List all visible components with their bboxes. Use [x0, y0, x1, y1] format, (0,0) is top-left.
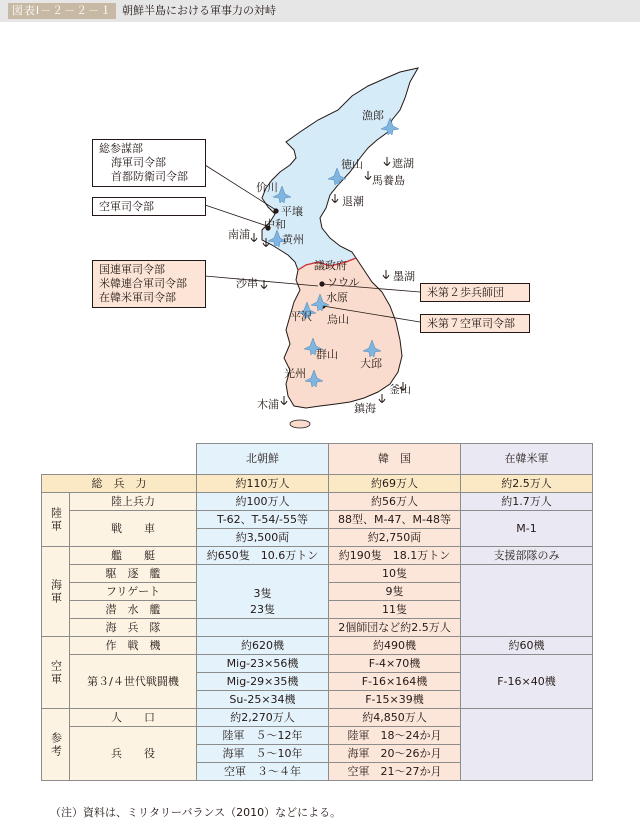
cell-marine-nk — [197, 619, 329, 637]
place-chuwa: 中和 — [264, 218, 286, 231]
cell-gen-us: F-16×40機 — [461, 655, 593, 709]
place-gunzan: 群山 — [316, 348, 338, 361]
place-mabajima: 馬養島 — [372, 174, 405, 187]
place-gyoro: 漁郎 — [362, 109, 384, 122]
cell-tank-sk-1: 88型、M-47、M-48等 — [329, 511, 461, 529]
row-label-ships: 艦 艇 — [70, 547, 197, 565]
cell-gen-nk-3: Su-25×34機 — [197, 691, 329, 709]
cell-tank-us: M-1 — [461, 511, 593, 547]
place-seoul: ソウル — [327, 276, 360, 289]
place-heitaku: 平沢 — [290, 310, 312, 323]
cell-ref-us-empty — [461, 709, 593, 781]
place-senko: 遮湖 — [392, 157, 414, 170]
table-header-row — [42, 444, 593, 475]
box-us-2nd-division-label: 米第２歩兵師団 — [427, 286, 504, 299]
cell-combat-us: 約60機 — [461, 637, 593, 655]
row-label-population: 人 口 — [70, 709, 197, 727]
place-heijo: 平壌 — [281, 205, 303, 218]
box-un-command-line3: 在韓米軍司令部 — [99, 291, 176, 304]
cell-total-us: 約2.5万人 — [461, 475, 593, 493]
col-header-sk: 韓 国 — [329, 444, 461, 475]
header-blank — [42, 444, 197, 475]
box-general-staff-line3: 首都防衛司令部 — [111, 170, 188, 183]
row-label-marine: 海 兵 隊 — [70, 619, 197, 637]
cell-service-sk-1: 陸軍 18～24か月 — [329, 727, 461, 745]
cell-service-nk-1: 陸軍 ５～12年 — [197, 727, 329, 745]
cell-tank-nk-1: T-62、T-54/-55等 — [197, 511, 329, 529]
cell-combat-nk: 約620機 — [197, 637, 329, 655]
category-navy: 海軍 — [42, 547, 70, 637]
col-header-us: 在韓米軍 — [461, 444, 593, 475]
cell-service-nk-3: 空軍 ３～４年 — [197, 763, 329, 781]
col-header-nk: 北朝鮮 — [197, 444, 329, 475]
row-label-generation: 第３/４世代戦闘機 — [70, 655, 197, 709]
box-air-force-hq-label: 空軍司令部 — [99, 200, 154, 213]
category-air: 空軍 — [42, 637, 70, 709]
box-general-staff-line1: 総参謀部 — [99, 142, 143, 155]
place-koshu: 黄州 — [282, 233, 304, 246]
cell-ground-us: 約1.7万人 — [461, 493, 593, 511]
cell-gen-nk-2: Mig-29×35機 — [197, 673, 329, 691]
place-suigen: 水原 — [326, 291, 348, 304]
row-label-destroyer: 駆 逐 艦 — [70, 565, 197, 583]
box-us-7th-air-force — [420, 314, 530, 333]
forces-table — [41, 443, 593, 781]
box-un-command-line2: 米韓連合軍司令部 — [99, 277, 187, 290]
row-label-tank: 戦 車 — [70, 511, 197, 547]
place-koshu2: 光州 — [284, 367, 306, 380]
place-tokusan: 徳山 — [341, 158, 363, 171]
cell-gen-sk-3: F-15×39機 — [329, 691, 461, 709]
box-un-command — [92, 260, 206, 308]
cell-tank-nk-2: 約3,500両 — [197, 529, 329, 547]
cell-gen-sk-2: F-16×164機 — [329, 673, 461, 691]
cell-service-sk-2: 海軍 20～26か月 — [329, 745, 461, 763]
cell-ships-us: 支援部隊のみ — [461, 547, 593, 565]
cell-combat-sk: 約490機 — [329, 637, 461, 655]
place-fuzan: 釜山 — [389, 383, 411, 396]
cell-pop-nk: 約2,270万人 — [197, 709, 329, 727]
place-ujin: 烏山 — [327, 313, 349, 326]
row-label-service: 兵 役 — [70, 727, 197, 781]
cell-service-nk-2: 海軍 ５～10年 — [197, 745, 329, 763]
table-row — [42, 493, 593, 511]
box-us-7th-air-force-label: 米第７空軍司令部 — [427, 317, 515, 330]
cell-ground-sk: 約56万人 — [329, 493, 461, 511]
table-row — [42, 709, 593, 727]
box-general-staff-line2: 海軍司令部 — [111, 156, 166, 169]
box-us-2nd-division — [420, 283, 530, 302]
place-taiko: 退潮 — [342, 195, 364, 208]
table-row — [42, 655, 593, 673]
table-row — [42, 565, 593, 583]
box-general-staff — [92, 139, 206, 187]
row-label-combat: 作 戦 機 — [70, 637, 197, 655]
cell-marine-sk: 2個師団など約2.5万人 — [329, 619, 461, 637]
place-shasha: 沙串 — [236, 277, 258, 290]
place-nanpo: 南浦 — [228, 228, 250, 241]
cell-frigate-sk: 9隻 — [329, 583, 461, 601]
place-gisefu: 議政府 — [314, 259, 347, 272]
figure-title: 朝鮮半島における軍事力の対峙 — [122, 4, 276, 17]
row-label-total: 総 兵 力 — [42, 475, 197, 493]
place-taikyu: 大邱 — [360, 357, 382, 370]
cell-sub-sk: 11隻 — [329, 601, 461, 619]
cell-destroyer-sk: 10隻 — [329, 565, 461, 583]
table-row — [42, 547, 593, 565]
source-note: （注）資料は、ミリタリーバランス（2010）などによる。 — [50, 806, 342, 819]
category-reference: 参考 — [42, 709, 70, 781]
jeju-island — [290, 420, 310, 428]
cell-gen-sk-1: F-4×70機 — [329, 655, 461, 673]
place-kaisen: 价川 — [256, 181, 278, 194]
category-army: 陸軍 — [42, 493, 70, 547]
place-mokupo: 木浦 — [257, 398, 279, 411]
cell-tank-sk-2: 約2,750両 — [329, 529, 461, 547]
figure-label: 図表Ⅰ－２－２－１ — [8, 3, 116, 19]
cell-total-nk: 約110万人 — [197, 475, 329, 493]
cell-pop-sk: 約4,850万人 — [329, 709, 461, 727]
cell-total-sk: 約69万人 — [329, 475, 461, 493]
row-label-frigate: フリゲート — [70, 583, 197, 601]
table-row — [42, 511, 593, 529]
place-chinkai: 鎮海 — [354, 402, 376, 415]
box-un-command-line1: 国連軍司令部 — [99, 263, 165, 276]
cell-service-sk-3: 空軍 21～27か月 — [329, 763, 461, 781]
cell-sub-nk: 23隻 — [250, 603, 275, 616]
cell-ground-nk: 約100万人 — [197, 493, 329, 511]
cell-ships-sk: 約190隻 18.1万トン — [329, 547, 461, 565]
cell-ships-nk: 約650隻 10.6万トン — [197, 547, 329, 565]
cell-destroyer-frigate-sub-nk — [197, 565, 329, 619]
table-row — [42, 475, 593, 493]
cell-gen-nk-1: Mig-23×56機 — [197, 655, 329, 673]
table-row — [42, 637, 593, 655]
box-air-force-hq — [92, 197, 206, 216]
cell-frigate-nk: 3隻 — [253, 587, 272, 600]
place-bokko: 墨湖 — [393, 270, 415, 283]
cell-navy-us-empty — [461, 565, 593, 637]
row-label-sub: 潜 水 艦 — [70, 601, 197, 619]
row-label-ground: 陸上兵力 — [70, 493, 197, 511]
